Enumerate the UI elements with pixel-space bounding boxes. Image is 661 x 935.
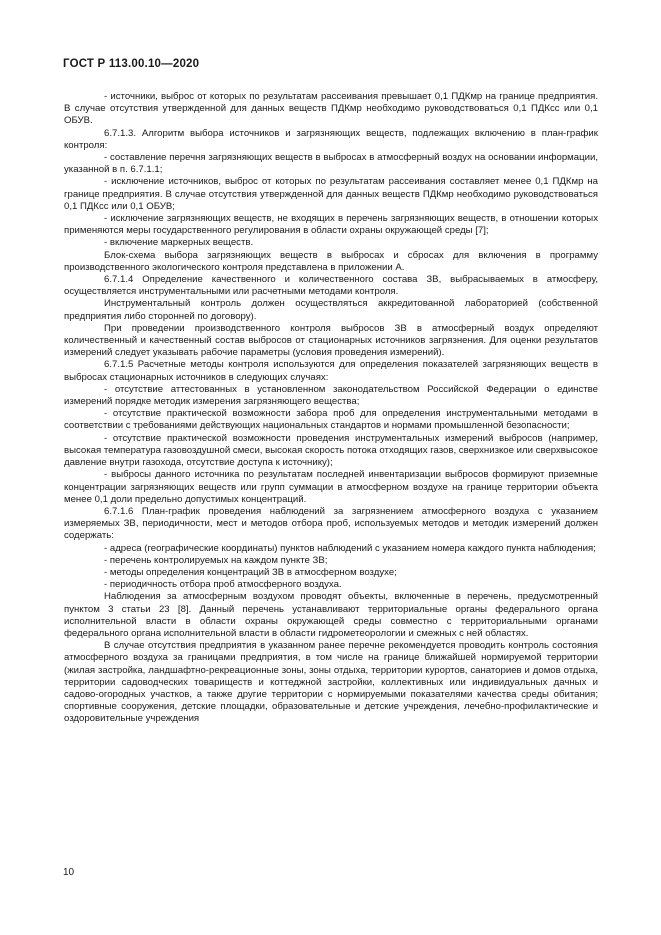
- paragraph-16: 6.7.1.6 План-график проведения наблюдений за загрязнением атмосферного воздуха с указанием измеряемых ЗВ, периодичности, мест и методов отбора проб, используемых методов и методик измерений должен содержать:: [64, 505, 598, 542]
- paragraph-9: Инструментальный контроль должен осуществляться аккредитованной лабораторией (собственной предприятия либо сторонней по договору).: [64, 298, 598, 322]
- paragraph-11: 6.7.1.5 Расчетные методы контроля используются для определения показателей загрязняющих веществ в выбросах стационарных источников в следующих случаях:: [64, 359, 598, 383]
- paragraph-20: - периодичность отбора проб атмосферного воздуха.: [104, 579, 342, 591]
- paragraph-2: 6.7.1.3. Алгоритм выбора источников и загрязняющих веществ, подлежащих включению в план-график контроля:: [64, 127, 598, 151]
- document-body: [64, 91, 598, 726]
- paragraph-10: При проведении производственного контроля выбросов ЗВ в атмосферный воздух определяют количественный и качественный состав выбросов от стационарных источников загрязнения. Для оценки результатов измерений следует указывать рабочие параметры (условия проведения измерений).: [64, 322, 598, 359]
- paragraph-14: - отсутствие практической возможности проведения инструментальных измерений выбросов (например, высокая температура газовоздушной смеси, высокая скорость потока отходящих газов, сверхнизкое или сверхвысокое давление внутри газохода, отсутствие доступа к источнику);: [64, 432, 598, 469]
- paragraph-7: Блок-схема выбора загрязняющих веществ в выбросах и сбросах для включения в программу производственного экологического контроля представлена в приложении А.: [64, 249, 598, 273]
- paragraph-5: - исключение загрязняющих веществ, не входящих в перечень загрязняющих веществ, в отношении которых применяются меры государственного регулирования в области охраны окружающей среды [7];: [64, 213, 598, 237]
- paragraph-17: - адреса (географические координаты) пунктов наблюдений с указанием номера каждого пункта наблюдения;: [104, 542, 596, 554]
- paragraph-15: - выбросы данного источника по результатам последней инвентаризации выбросов формируют приземные концентрации загрязняющих веществ или групп суммации в атмосферном воздухе на границе территории объекта менее 0,1 доли предельно допустимых концентраций.: [64, 469, 598, 505]
- paragraph-22: В случае отсутствия предприятия в указанном ранее перечне рекомендуется проводить контроль состояния атмосферного воздуха за границами предприятия, в том числе на границе ближайшей нормируемой территории (жилая застройка, ландшафтно-рекреационные зоны, зоны отдыха, территории курортов, санаториев и домов отдыха, территории садоводческих товариществ и коттеджной застройки, коллективных или индивидуальных дачных и садово-огородных участков, а также другие территории с нормируемыми показателями качества среды обитания; спортивные сооружения, детские площадки, образовательные и детские учреждения, лечебно-профилактические и оздоровительные учреждения: [64, 640, 598, 725]
- paragraph-18: - перечень контролируемых на каждом пункте ЗВ;: [104, 554, 328, 566]
- paragraph-1: - источники, выброс от которых по результатам рассеивания превышает 0,1 ПДКмр на границе предприятия. В случае отсутствия утвержденной для данных веществ ПДКмр необходимо руководствоваться 0,1 ПДКсс или 0,1 ОБУВ.: [64, 91, 598, 127]
- paragraph-21: Наблюдения за атмосферным воздухом проводят объекты, включенные в перечень, предусмотренный пунктом 3 статьи 23 [8]. Данный перечень устанавливают территориальные органы федерального органа исполнительной власти в области охраны окружающей среды совместно с территориальными органами федерального органа исполнительной власти в области гидрометеорологии и смежных с ней областях.: [64, 591, 598, 639]
- page-number: 10: [63, 867, 75, 878]
- paragraph-3: - составление перечня загрязняющих веществ в выбросах в атмосферный воздух на основании информации, указанной в п. 6.7.1.1;: [64, 152, 598, 176]
- paragraph-19: - методы определения концентраций ЗВ в атмосферном воздухе;: [104, 566, 397, 578]
- paragraph-13: - отсутствие практической возможности забора проб для определения инструментальными методами в соответствии с требованиями действующих национальных стандартов и нормами промышленной безопасности;: [64, 408, 598, 432]
- paragraph-12: - отсутствие аттестованных в установленном законодательством Российской Федерации о единстве измерений порядке методик измерения загрязняющего вещества;: [64, 383, 598, 408]
- paragraph-4: - исключение источников, выброс от которых по результатам рассеивания составляет менее 0,1 ПДКмр на границе предприятия. В случае отсутствия утвержденной для данных веществ ПДКмр необходимо руководствоваться 0,1 ПДКсс или 0,1 ОБУВ;: [64, 176, 598, 212]
- paragraph-8: 6.7.1.4 Определение качественного и количественного состава ЗВ, выбрасываемых в атмосферу, осуществляется инструментальными или расчетными методами контроля.: [64, 274, 598, 298]
- document-header: ГОСТ Р 113.00.10—2020: [63, 58, 200, 70]
- paragraph-6: - включение маркерных веществ.: [104, 237, 254, 249]
